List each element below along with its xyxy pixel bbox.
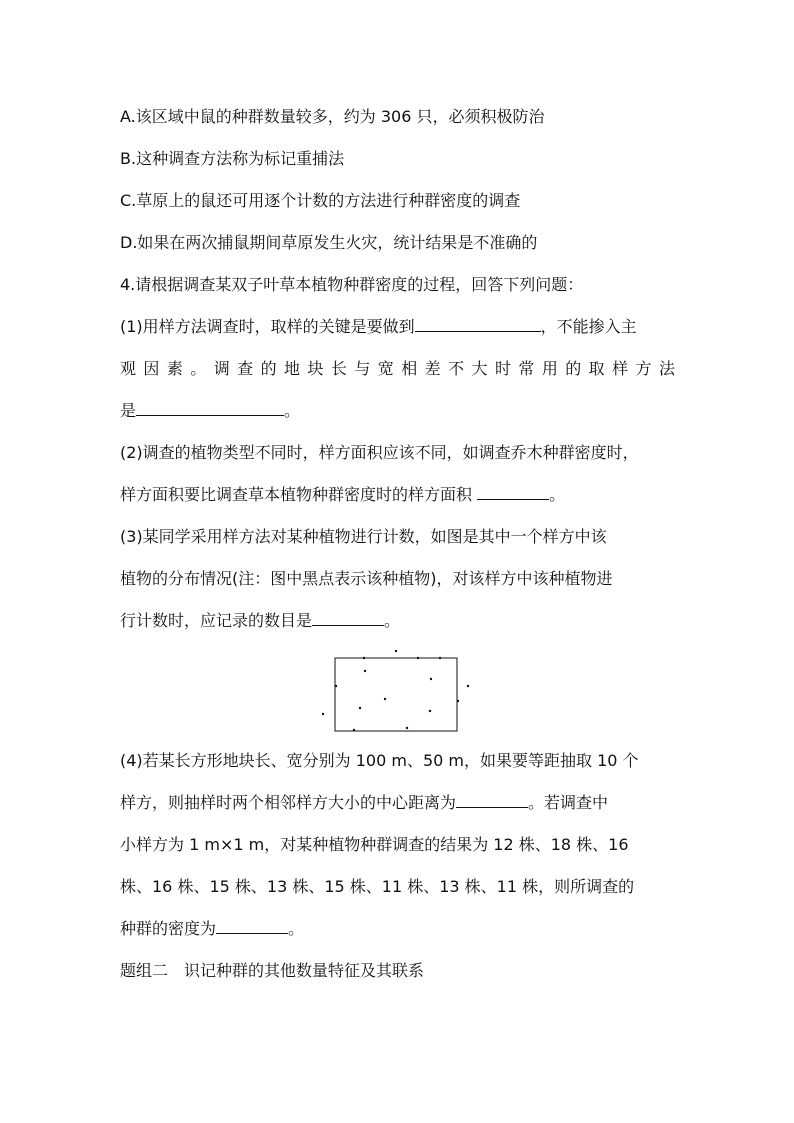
- q4-part4-text-f: 种群的密度为: [120, 919, 217, 938]
- plant-dot: [429, 710, 431, 712]
- plant-dot: [467, 685, 469, 687]
- q4-part1-line3: [120, 400, 300, 422]
- q4-part1-line1: [120, 316, 637, 338]
- question-4-stem: 4.请根据调查某双子叶草本植物种群密度的过程，回答下列问题：: [120, 275, 584, 294]
- plant-dot: [439, 657, 441, 659]
- q4-part1-text-a: (1)用样方法调查时，取样的关键是要做到: [120, 317, 415, 336]
- q4-part4-line5: [120, 918, 304, 940]
- q4-part3-line2: 植物的分布情况(注：图中黑点表示该种植物)，对该样方中该种植物进: [120, 569, 613, 588]
- q4-part1-text-b: ，不能掺入主: [540, 317, 637, 336]
- q4-part3-line3: [120, 610, 400, 632]
- plant-dot: [359, 707, 361, 709]
- q4-part4-line1: (4)若某长方形地块长、宽分别为 100 m、50 m，如果要等距抽取 10 个: [120, 751, 639, 770]
- q4-part4-line3: 小样方为 1 m×1 m，对某种植物种群调查的结果为 12 株、18 株、16: [120, 835, 629, 854]
- q4-part2-text-b: 样方面积要比调查草本植物种群密度时的样方面积: [120, 485, 473, 504]
- quadrat-figure: [314, 640, 484, 734]
- option-c: C.草原上的鼠还可用逐个计数的方法进行种群密度的调查: [120, 191, 521, 210]
- plant-dot: [384, 698, 386, 700]
- plant-dot: [353, 729, 355, 731]
- q4-part4-text-b: 样方，则抽样时两个相邻样方大小的中心距离为: [120, 793, 457, 812]
- answer-blank-1[interactable]: [415, 316, 541, 332]
- answer-blank-2[interactable]: [136, 400, 284, 416]
- q4-part2-text-c: 。: [549, 485, 566, 504]
- q4-part4-text-c: 。若调查中: [528, 793, 609, 812]
- answer-blank-6[interactable]: [216, 918, 288, 934]
- q4-part1-text-d: 是: [120, 401, 137, 420]
- answer-blank-5[interactable]: [456, 792, 528, 808]
- plant-dot: [335, 685, 337, 687]
- plant-dot: [364, 670, 366, 672]
- plant-dot: [363, 657, 365, 659]
- quadrat-rectangle: [335, 658, 457, 731]
- answer-blank-4[interactable]: [312, 610, 384, 626]
- answer-blank-3[interactable]: [477, 484, 549, 500]
- q4-part4-line2: [120, 792, 608, 814]
- q4-part3-text-c: 行计数时，应记录的数目是: [120, 611, 313, 630]
- q4-part2-line2: [120, 484, 565, 506]
- q4-part4-text-g: 。: [288, 919, 305, 938]
- option-b: B.这种调查方法称为标记重捕法: [120, 149, 345, 168]
- plant-dot: [417, 657, 419, 659]
- q4-part2-line1: (2)调查的植物类型不同时，样方面积应该不同，如调查乔木种群密度时，: [120, 443, 639, 462]
- plant-dot: [430, 678, 432, 680]
- option-a: A.该区域中鼠的种群数量较多，约为 306 只，必须积极防治: [120, 107, 545, 126]
- q4-part4-line4: 株、16 株、15 株、13 株、15 株、11 株、13 株、11 株，则所调查的: [120, 877, 635, 896]
- q4-part1-line2: 观因素。调查的地块长与宽相差不大时常用的取样方法: [120, 359, 675, 378]
- plant-dot: [322, 713, 324, 715]
- q4-part3-text-d: 。: [384, 611, 401, 630]
- option-d: D.如果在两次捕鼠期间草原发生火灾，统计结果是不准确的: [120, 233, 538, 252]
- q4-part1-text-e: 。: [284, 401, 301, 420]
- section-heading: 题组二 识记种群的其他数量特征及其联系: [120, 961, 425, 980]
- plant-dot: [457, 700, 459, 702]
- plant-dot: [406, 727, 408, 729]
- plant-dot: [395, 650, 397, 652]
- q4-part3-line1: (3)某同学采用样方法对某种植物进行计数，如图是其中一个样方中该: [120, 527, 607, 546]
